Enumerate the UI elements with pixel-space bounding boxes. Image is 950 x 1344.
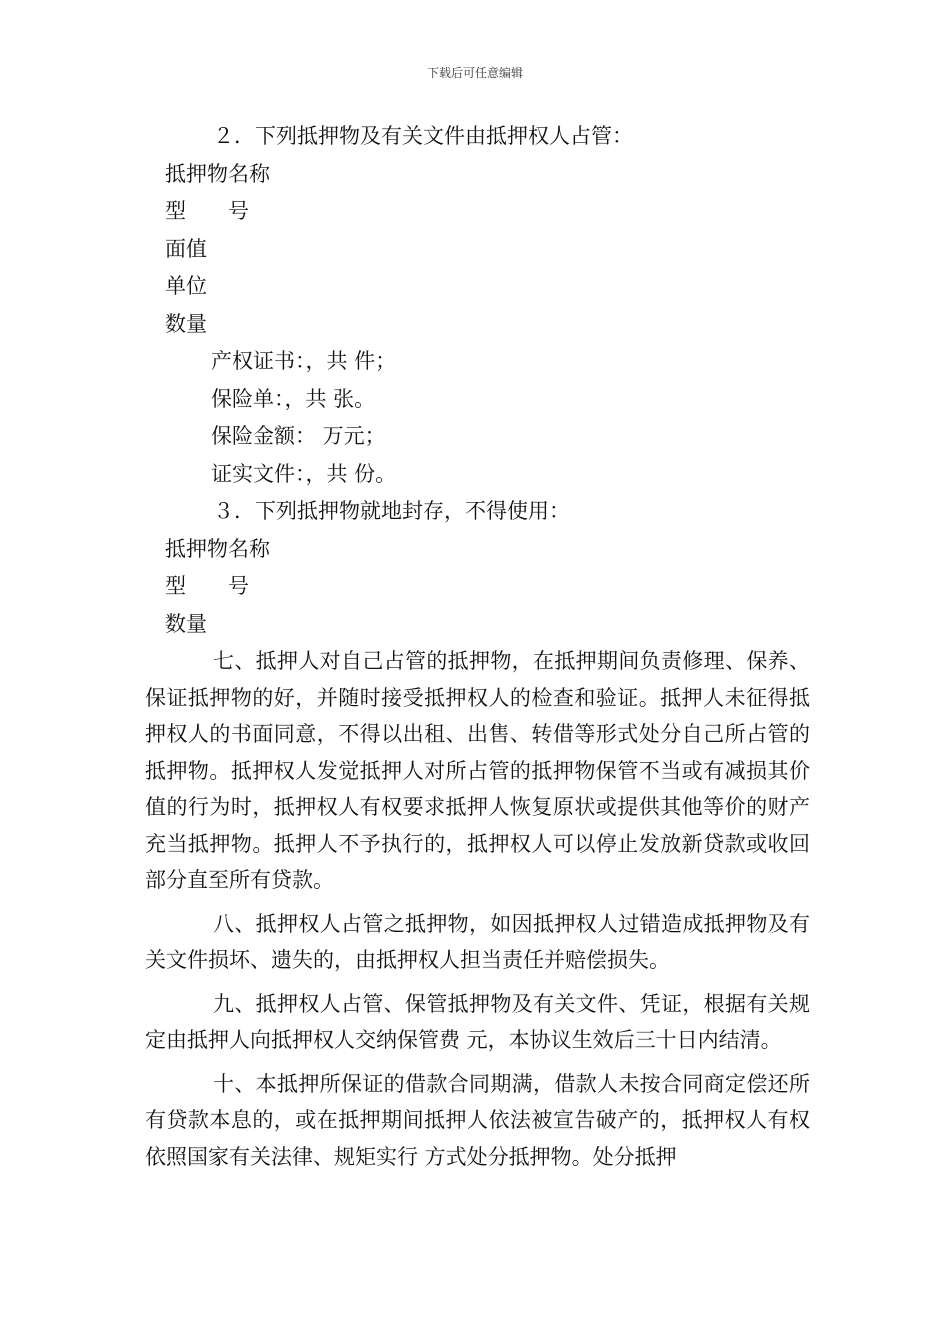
field-sealed-name: 抵押物名称 bbox=[165, 536, 270, 561]
clause-9: 九、抵押权人占管、保管抵押物及有关文件、凭证，根据有关规定由抵押人向抵押权人交纳保管费 元，本协议生效后三十日内结清。 bbox=[145, 991, 810, 1052]
doc-property-certificate: 产权证书：，共 件； bbox=[211, 349, 397, 373]
field-sealed-quantity: 数量 bbox=[165, 611, 207, 636]
field-sealed-model-char-1: 型 bbox=[165, 574, 186, 598]
field-collateral-name: 抵押物名称 bbox=[165, 161, 270, 186]
field-model-char-2: 号 bbox=[228, 199, 249, 223]
doc-insurance-policy: 保险单：，共 张。 bbox=[211, 386, 376, 411]
section-2-heading: ２．下列抵押物及有关文件由抵押权人占管： bbox=[213, 124, 633, 148]
clause-7: 七、抵押人对自己占管的抵押物，在抵押期间负责修理、保养、保证抵押物的好，并随时接受抵押权人的检查和验证。抵押人未征得抵押权人的书面同意，不得以出租、出售、转借等形式处分自己所占管的抵押物。抵押权人发觉抵押人对所占管的抵押物保管不当或有减损其价值的行为时，抵押权人有权要求抵押人恢复原状或提供其他等价的财产充当抵押物。抵押人不予执行的，抵押权人可以停止发放新贷款或收回部分直至所有贷款。 bbox=[145, 649, 810, 892]
doc-proof-documents: 证实文件：，共 份。 bbox=[211, 461, 397, 486]
section-3-heading: ３．下列抵押物就地封存，不得使用： bbox=[213, 499, 570, 523]
clause-10: 十、本抵押所保证的借款合同期满，借款人未按合同商定偿还所有贷款本息的，或在抵押期间抵押人依法被宣告破产的，抵押权人有权依照国家有关法律、规矩实行 方式处分抵押物。处分抵押 bbox=[145, 1071, 810, 1169]
field-face-value: 面值 bbox=[165, 236, 207, 261]
field-sealed-model bbox=[145, 568, 810, 606]
field-model-char-1: 型 bbox=[165, 199, 186, 223]
field-sealed-model-char-2: 号 bbox=[228, 574, 249, 598]
doc-insurance-amount: 保险金额： 万元； bbox=[211, 424, 386, 448]
field-quantity: 数量 bbox=[165, 311, 207, 336]
field-unit: 单位 bbox=[165, 274, 207, 298]
page-header: 下载后可任意编辑 bbox=[426, 66, 523, 80]
clause-8: 八、抵押权人占管之抵押物，如因抵押权人过错造成抵押物及有关文件损坏、遗失的，由抵押权人担当责任并赔偿损失。 bbox=[145, 911, 810, 972]
field-model bbox=[145, 193, 810, 231]
document-body bbox=[145, 118, 810, 1182]
